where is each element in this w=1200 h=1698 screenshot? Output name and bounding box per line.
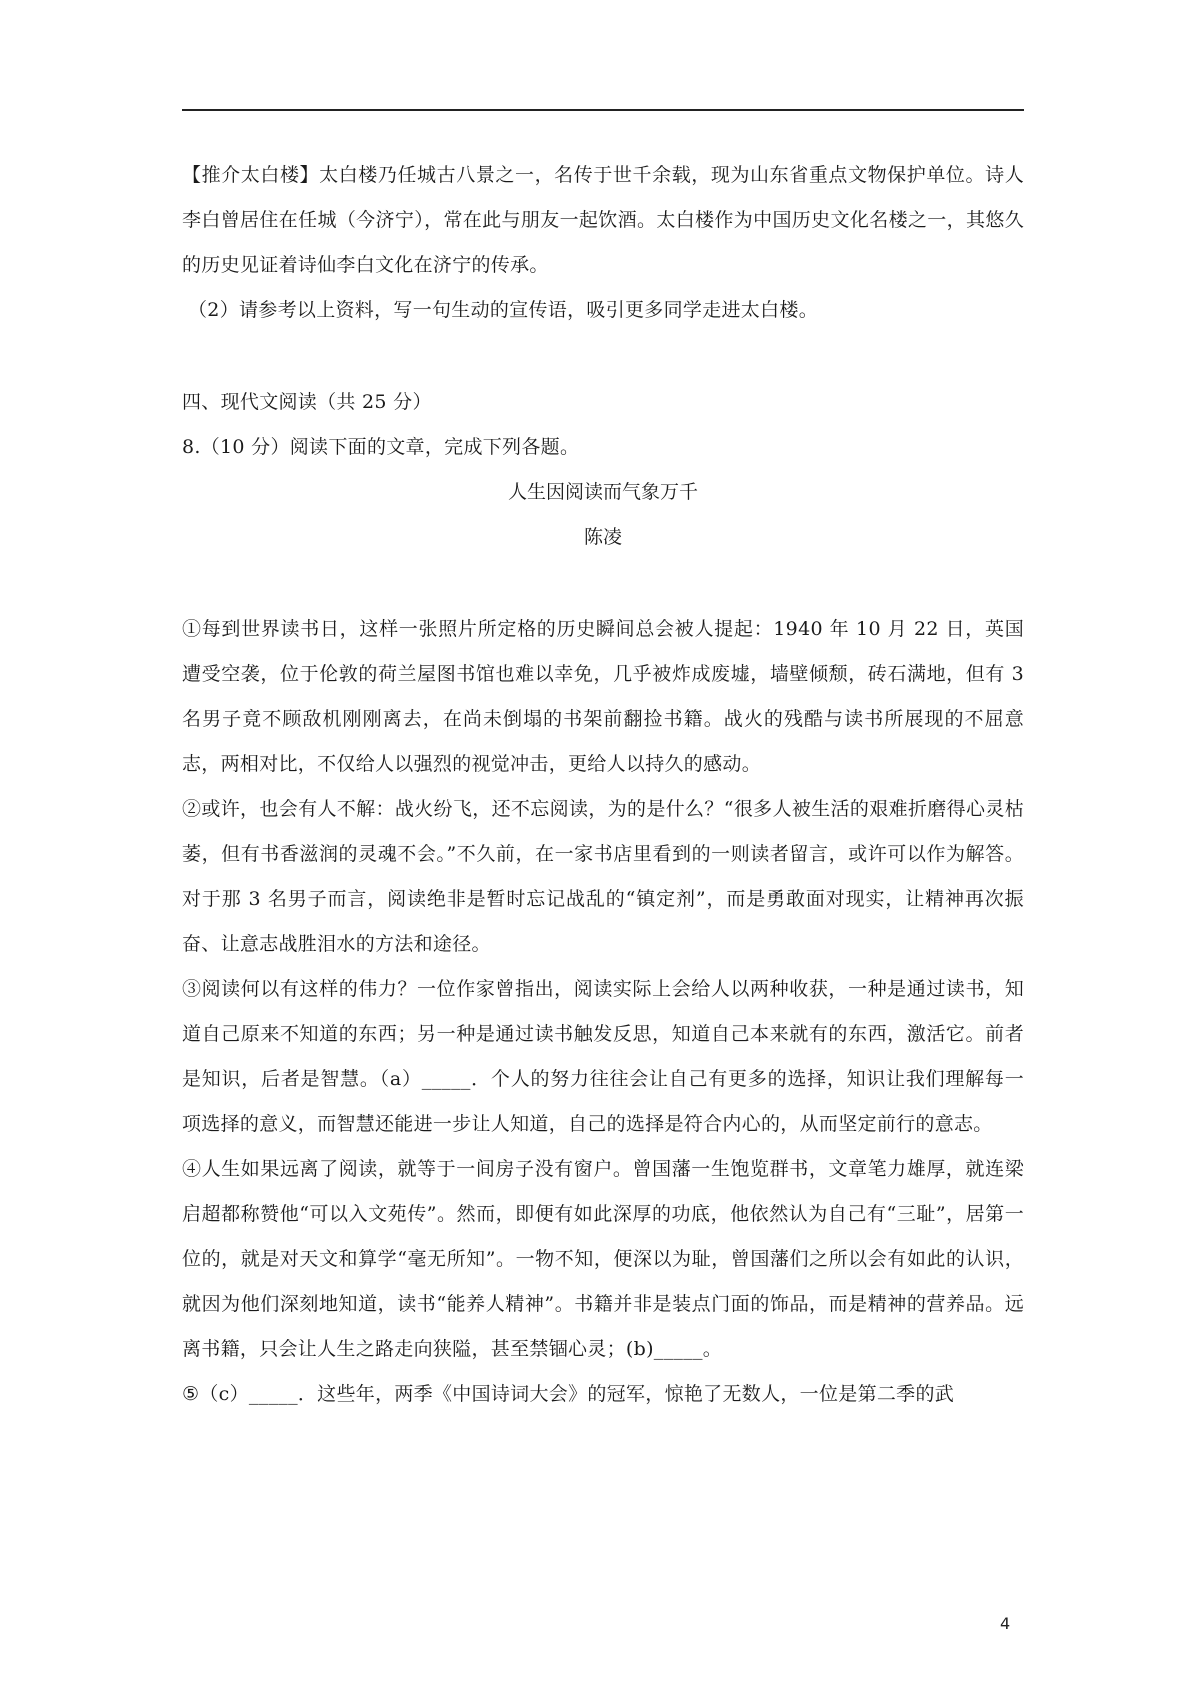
promo-paragraph: 【推介太白楼】太白楼乃任城古八景之一，名传于世千余载，现为山东省重点文物保护单位。诗人李白曾居住在任城（今济宁），常在此与朋友一起饮酒。太白楼作为中国历史文化名楼之一，其悠久的历史见证着诗仙李白文化在济宁的传承。 [182, 164, 1024, 276]
question-8: 8.（10 分）阅读下面的文章，完成下列各题。 [182, 436, 580, 458]
article-paragraph-3: ③阅读何以有这样的伟力？一位作家曾指出，阅读实际上会给人以两种收获，一种是通过读书，知道自己原来不知道的东西；另一种是通过读书触发反思，知道自己本来就有的东西，激活它。前者是知识，后者是智慧。（a）_____．个人的努力往往会让自己有更多的选择，知识让我们理解每一项选择的意义，而智慧还能进一步让人知道，自己的选择是符合内心的，从而坚定前行的意志。 [182, 978, 1024, 1135]
question-2: （2）请参考以上资料，写一句生动的宣传语，吸引更多同学走进太白楼。 [188, 299, 818, 321]
article-paragraph-4: ④人生如果远离了阅读，就等于一间房子没有窗户。曾国藩一生饱览群书，文章笔力雄厚，就连梁启超都称赞他“可以入文苑传”。然而，即便有如此深厚的功底，他依然认为自己有“三耻”，居第一位的，就是对天文和算学“毫无所知”。一物不知，便深以为耻，曾国藩们之所以会有如此的认识，就因为他们深刻地知道，读书“能养人精神”。书籍并非是装点门面的饰品，而是精神的营养品。远离书籍，只会让人生之路走向狭隘，甚至禁锢心灵；(b)_____。 [182, 1158, 1024, 1360]
page-content [182, 153, 1024, 1417]
page-number: 4 [1000, 1614, 1011, 1633]
article-author: 陈凌 [583, 526, 622, 548]
article-title: 人生因阅读而气象万千 [507, 481, 698, 503]
article-paragraph-1: ①每到世界读书日，这样一张照片所定格的历史瞬间总会被人提起：1940 年 10 月 22 日，英国遭受空袭，位于伦敦的荷兰屋图书馆也难以幸免，几乎被炸成废墟，墙壁倾颓，砖石满地，但有 3 名男子竟不顾敌机刚刚离去，在尚未倒塌的书架前翻捡书籍。战火的残酷与读书所展现的不屈意志，两相对比，不仅给人以强烈的视觉冲击，更给人以持久的感动。 [182, 618, 1024, 775]
header-rule [182, 109, 1024, 111]
section-heading: 四、现代文阅读（共 25 分） [182, 391, 432, 413]
article-paragraph-2: ②或许，也会有人不解：战火纷飞，还不忘阅读，为的是什么？“很多人被生活的艰难折磨得心灵枯萎，但有书香滋润的灵魂不会。”不久前，在一家书店里看到的一则读者留言，或许可以作为解答。对于那 3 名男子而言，阅读绝非是暂时忘记战乱的“镇定剂”，而是勇敢面对现实，让精神再次振奋、让意志战胜泪水的方法和途径。 [182, 798, 1024, 955]
article-paragraph-5: ⑤（c）_____．这些年，两季《中国诗词大会》的冠军，惊艳了无数人，一位是第二季的武 [182, 1383, 955, 1405]
